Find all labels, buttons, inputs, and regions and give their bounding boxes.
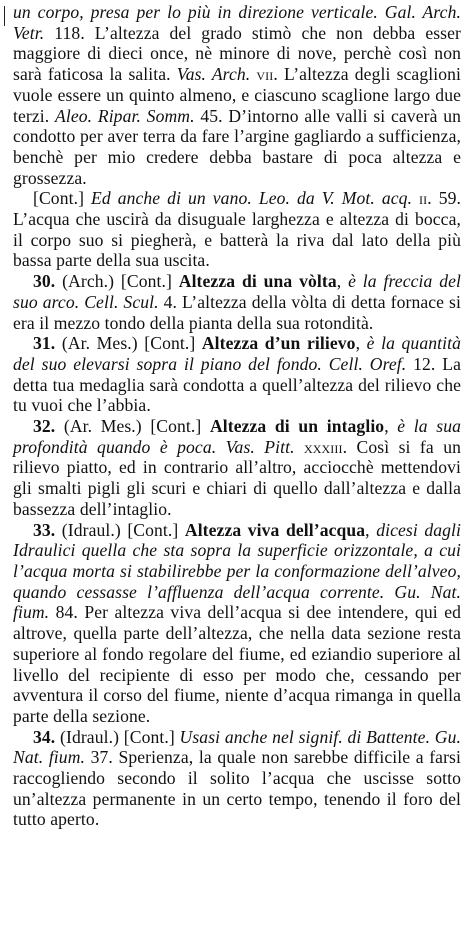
entry-30 xyxy=(13,271,461,333)
run-text: 45. D’intorno alle valli si caverà un condotto per aver terra da fare l’argine gagliardo a sufficienza, benchè per mio credere debba bastare di poca altezza e grossezza. xyxy=(13,105,461,188)
run-text: . 59. L’acqua che uscirà da disuguale larghezza e altezza di bocca, il corpo suo si piegherà, e batterà la riva dal lato della più bassa parte della sua uscita. xyxy=(13,188,461,271)
entry-number: 34. xyxy=(33,726,56,747)
run-roman-numeral: vii xyxy=(250,64,274,85)
run-italic: dicesi dagli Idraulici quella che sta sopra la superficie orizzontale, a cui l’acqua morta si stabilirebbe per la conformazione dell’alveo, quando cessasse l’affluenza dell’acqua corrente. Gu. Nat. fium. xyxy=(13,519,461,623)
run-text: . Così si fa un rilievo piatto, ed in contrario all’altro, acciocchè mettendovi gli smalti pigli gli scuri e chiari di quello dall’altezza e dalla bassezza dell’intaglio. xyxy=(13,436,461,519)
run-text: (Arch.) [Cont.] xyxy=(55,271,179,292)
run-text: (Idraul.) [Cont.] xyxy=(55,519,185,540)
entry-headword: Altezza di un intaglio xyxy=(209,416,385,437)
run-italic: è la quantità del suo elevarsi sopra il piano del fondo. Cell. Oref. xyxy=(13,333,461,374)
run-italic: è la sua profondità quando è poca. Vas. Pitt. xyxy=(13,416,461,457)
entry-number: 30. xyxy=(33,271,56,292)
entry-number: 33. xyxy=(33,519,56,540)
run-text: , xyxy=(336,271,349,292)
run-italic: Vas. Arch. xyxy=(176,64,251,85)
entry-31 xyxy=(13,333,461,416)
run-italic: un corpo, presa per lo più in direzione verticale. Gal. Arch. Vetr. xyxy=(13,2,461,43)
entry-34 xyxy=(13,727,461,831)
entry-headword: Altezza d’un rilievo xyxy=(201,333,356,354)
run-text: (Ar. Mes.) [Cont.] xyxy=(55,416,210,437)
run-text: (Ar. Mes.) [Cont.] xyxy=(55,333,202,354)
entry-32 xyxy=(13,416,461,520)
run-text: 84. Per altezza viva dell’acqua si dee intendere, qui ed altrove, quella parte dell’altezza, che nella data sezione resta superiore al fondo regolare del fiume, ed eziandio superiore al livello del recipiente di esso per modo che, cessando per avventura il corso del fiume, niente d’acqua rimanga in quella parte della sezione. xyxy=(13,602,461,726)
run-text: , xyxy=(384,416,398,437)
run-text: 118. L’altezza del grado stimò che non debba esser maggiore di dieci once, nè minore di nove, perchè così non sarà faticosa la salita. xyxy=(13,22,461,85)
entry-headword: Altezza di una vòlta xyxy=(178,271,337,292)
run-italic: Ed anche di un vano. Leo. da V. Mot. acq. xyxy=(91,188,413,209)
run-italic: Aleo. Ripar. Somm. xyxy=(54,105,195,126)
run-text: (Idraul.) [Cont.] xyxy=(55,726,180,747)
run-text: 12. La detta tua medaglia sarà condotta a quell’altezza del rilievo che tu vuoi che l’abbia. xyxy=(13,353,462,416)
run-text: 4. L’altezza della vòlta di detta fornace si era il mezzo tondo della pianta della sua rotondità. xyxy=(13,291,461,333)
run-text: , xyxy=(365,519,377,540)
entry-number: 32. xyxy=(33,416,56,437)
run-roman-numeral: ii xyxy=(412,188,428,209)
paragraph-intro xyxy=(13,2,461,188)
entry-33 xyxy=(13,520,461,727)
run-text: 37. Sperienza, la quale non sarebbe difficile a farsi raccogliendo secondo il solito l’acqua che uscisse sotto un’altezza permanente in un certo tempo, tenendo il foro del tutto aperto. xyxy=(13,747,461,830)
paragraph-cont xyxy=(13,188,461,271)
entry-number: 31. xyxy=(33,333,56,354)
run-text: . L’altezza degli scaglioni vuole essere un quinto almeno, e ciascuno scaglione largo due terzi. xyxy=(13,64,461,126)
entry-headword: Altezza viva dell’acqua xyxy=(184,519,366,540)
run-text: [Cont.] xyxy=(33,188,91,209)
run-roman-numeral: xxxiii xyxy=(294,436,343,457)
run-italic: Usasi anche nel signif. di Battente. Gu. Nat. fium. xyxy=(13,726,461,768)
run-text: , xyxy=(355,333,367,354)
run-italic: è la freccia del suo arco. Cell. Scul. xyxy=(13,271,461,312)
